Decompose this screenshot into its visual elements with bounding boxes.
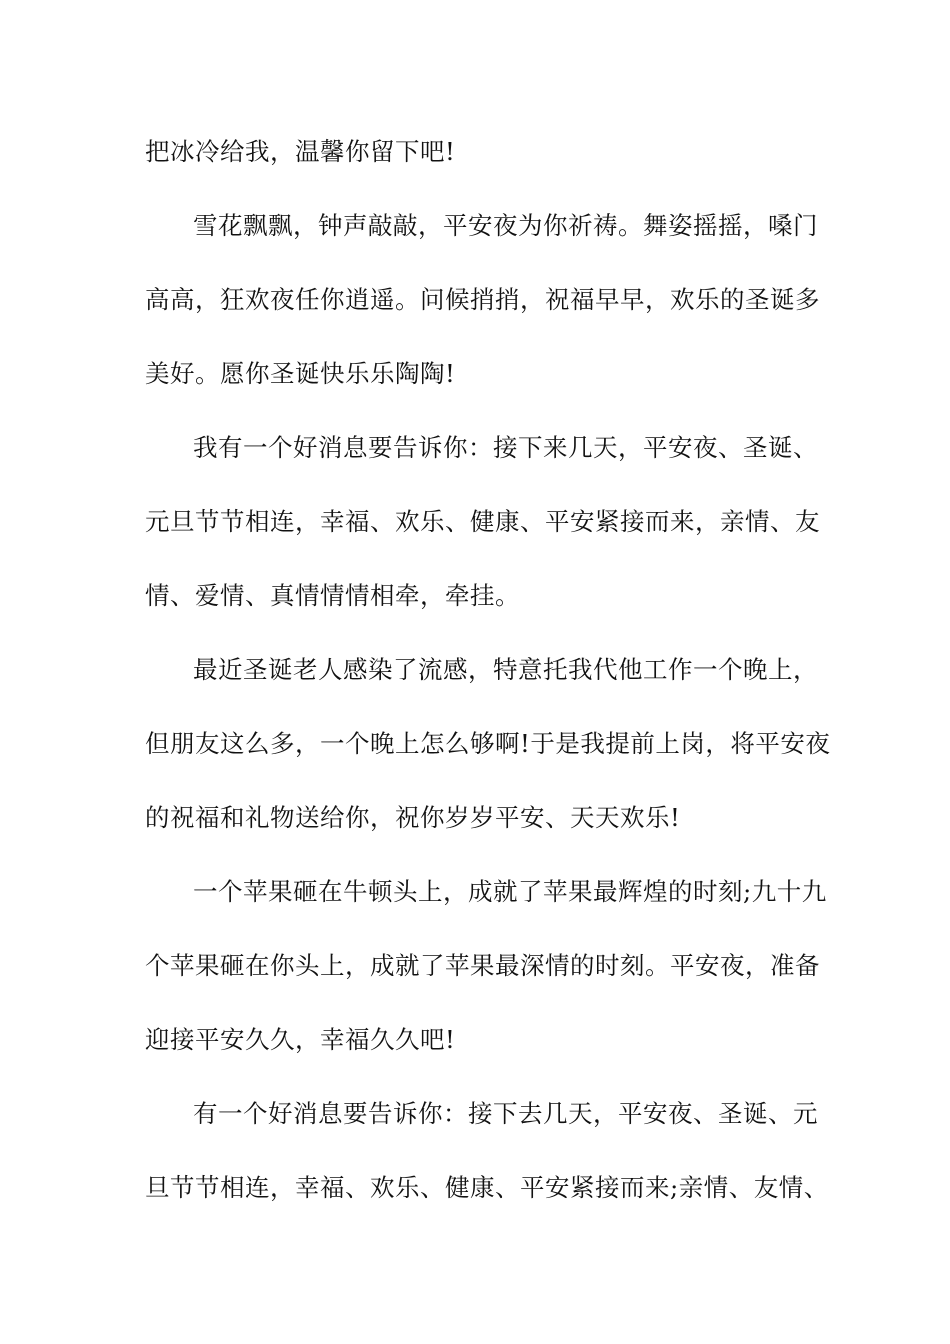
text-line: 元旦节节相连，幸福、欢乐、健康、平安紧接而来，亲情、友 — [145, 507, 820, 536]
text-line: 但朋友这么多，一个晚上怎么够啊!于是我提前上岗，将平安夜 — [145, 729, 831, 758]
text-line: 高高，狂欢夜任你逍遥。问候捎捎，祝福早早，欢乐的圣诞多 — [145, 285, 820, 314]
text-line: 旦节节相连，幸福、欢乐、健康、平安紧接而来;亲情、友情、 — [145, 1173, 829, 1202]
text-line: 的祝福和礼物送给你，祝你岁岁平安、天天欢乐! — [145, 803, 681, 832]
text-line: 个苹果砸在你头上，成就了苹果最深情的时刻。平安夜，准备 — [145, 951, 820, 980]
paragraph-first-line: 雪花飘飘，钟声敲敲，平安夜为你祈祷。舞姿摇摇，嗓门 — [193, 211, 818, 240]
text-line: 美好。愿你圣诞快乐乐陶陶! — [145, 359, 456, 388]
text-line: 情、爱情、真情情情相牵，牵挂。 — [145, 581, 520, 610]
paragraph-first-line: 最近圣诞老人感染了流感，特意托我代他工作一个晚上， — [193, 655, 818, 684]
paragraph-first-line: 有一个好消息要告诉你：接下去几天，平安夜、圣诞、元 — [193, 1099, 818, 1128]
text-line: 把冰冷给我，温馨你留下吧! — [145, 137, 456, 166]
text-line: 迎接平安久久，幸福久久吧! — [145, 1025, 456, 1054]
paragraph-first-line: 一个苹果砸在牛顿头上，成就了苹果最辉煌的时刻;九十九 — [193, 877, 827, 906]
paragraph-first-line: 我有一个好消息要告诉你：接下来几天，平安夜、圣诞、 — [193, 433, 818, 462]
document-body — [145, 124, 831, 1234]
